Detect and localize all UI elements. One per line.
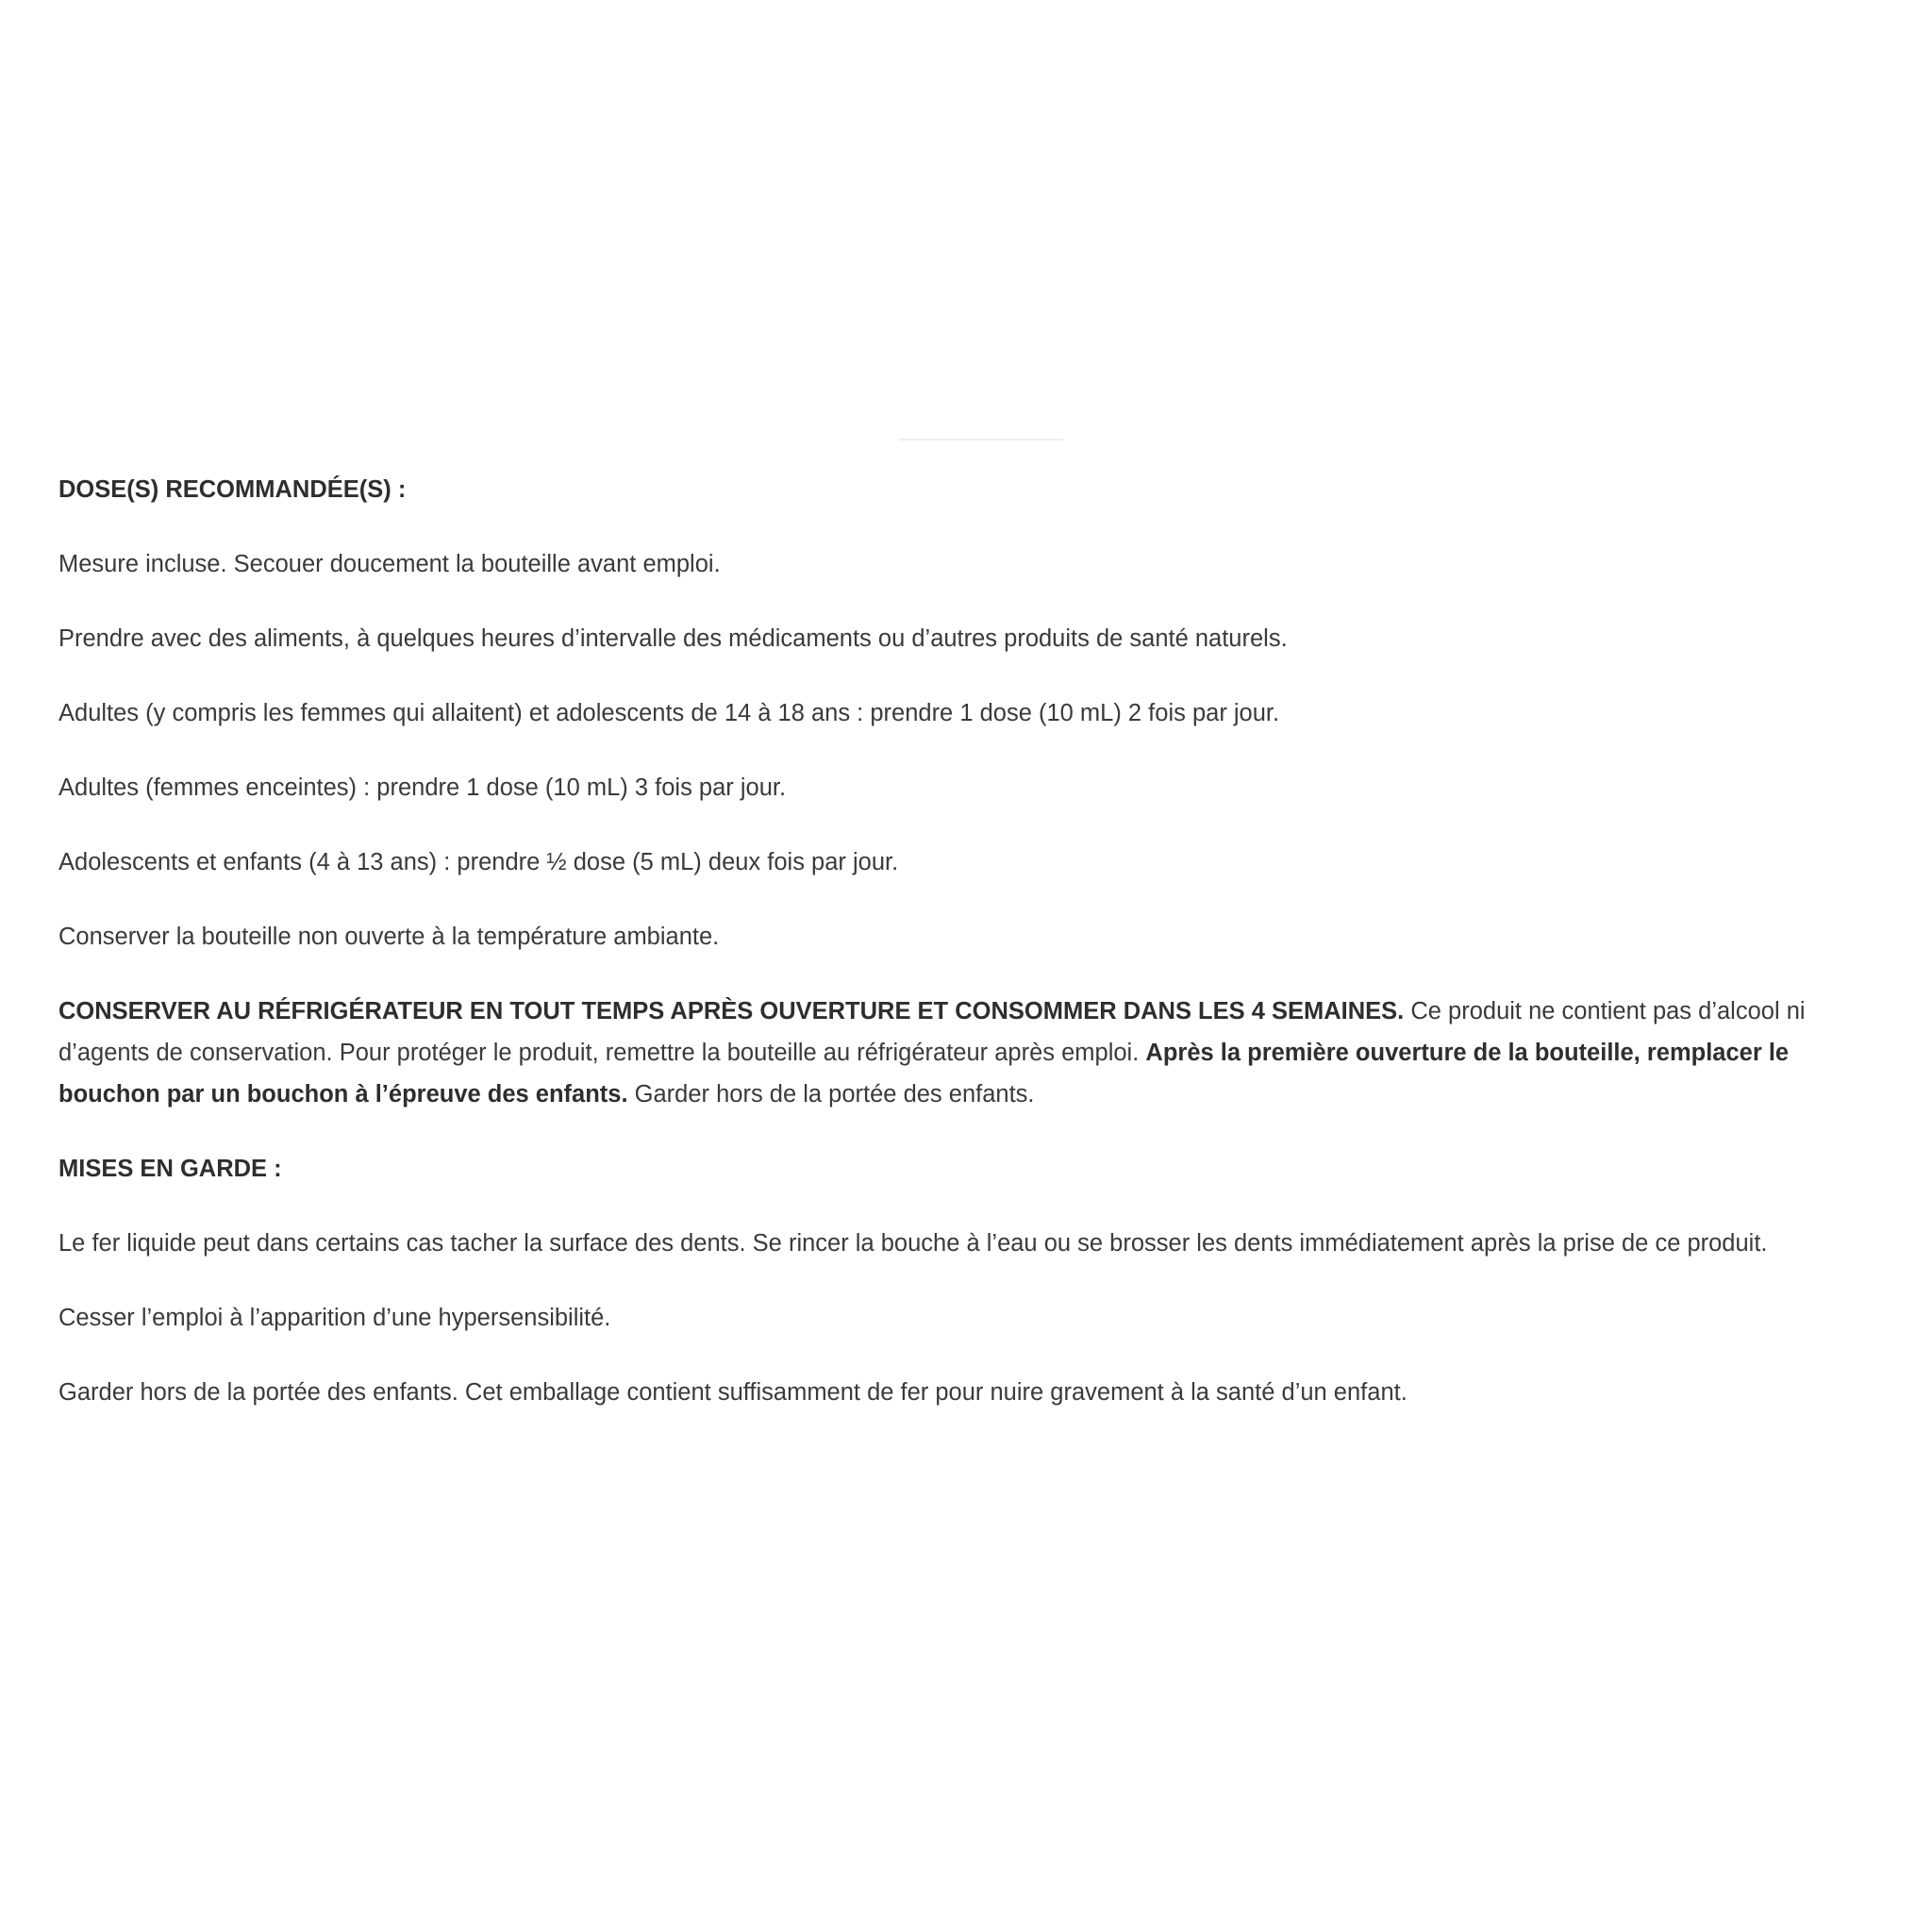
dosage-paragraph-adults: Adultes (y compris les femmes qui allaitent) et adolescents de 14 à 18 ans : prendre 1 dose (10 mL) 2 fois par jour. <box>58 700 1280 726</box>
dosage-paragraph-food: Prendre avec des aliments, à quelques heures d’intervalle des médicaments ou d’autres produits de santé naturels. <box>58 625 1288 652</box>
dosage-heading: DOSE(S) RECOMMANDÉE(S) : <box>58 476 407 503</box>
warnings-paragraph-teeth: Le fer liquide peut dans certains cas tacher la surface des dents. Se rincer la bouche à l’eau ou se brosser les dents immédiatement après la prise de ce produit. <box>58 1230 1768 1257</box>
storage-paragraph-refrigerate <box>58 991 1893 1115</box>
dosage-paragraph-pregnant: Adultes (femmes enceintes) : prendre 1 dose (10 mL) 3 fois par jour. <box>58 774 787 801</box>
storage-bold-cap: Après la première ouverture de la bouteille, remplacer le bouchon par un bouchon à l’épreuve des enfants. <box>58 1040 1790 1108</box>
storage-text-reach: Garder hors de la portée des enfants. <box>627 1081 1035 1108</box>
dosage-paragraph-measure: Mesure incluse. Secouer doucement la bouteille avant emploi. <box>58 551 721 577</box>
storage-paragraph-unopened: Conserver la bouteille non ouverte à la température ambiante. <box>58 924 720 950</box>
dosage-paragraph-children: Adolescents et enfants (4 à 13 ans) : prendre ½ dose (5 mL) deux fois par jour. <box>58 849 899 875</box>
storage-text-preservatives: Ce produit ne contient pas d’alcool ni d’agents de conservation. Pour protéger le produit, remettre la bouteille au réfrigérateur après emploi. <box>58 998 1806 1066</box>
storage-bold-refrigerate: CONSERVER AU RÉFRIGÉRATEUR EN TOUT TEMPS APRÈS OUVERTURE ET CONSOMMER DANS LES 4 SEMAINES. <box>58 998 1405 1024</box>
product-description <box>58 469 1893 1446</box>
section-divider <box>899 439 1063 441</box>
warnings-heading: MISES EN GARDE : <box>58 1156 282 1182</box>
warnings-paragraph-hypersensitivity: Cesser l’emploi à l’apparition d’une hypersensibilité. <box>58 1305 611 1331</box>
warnings-paragraph-children: Garder hors de la portée des enfants. Cet emballage contient suffisamment de fer pour nuire gravement à la santé d’un enfant. <box>58 1379 1407 1406</box>
